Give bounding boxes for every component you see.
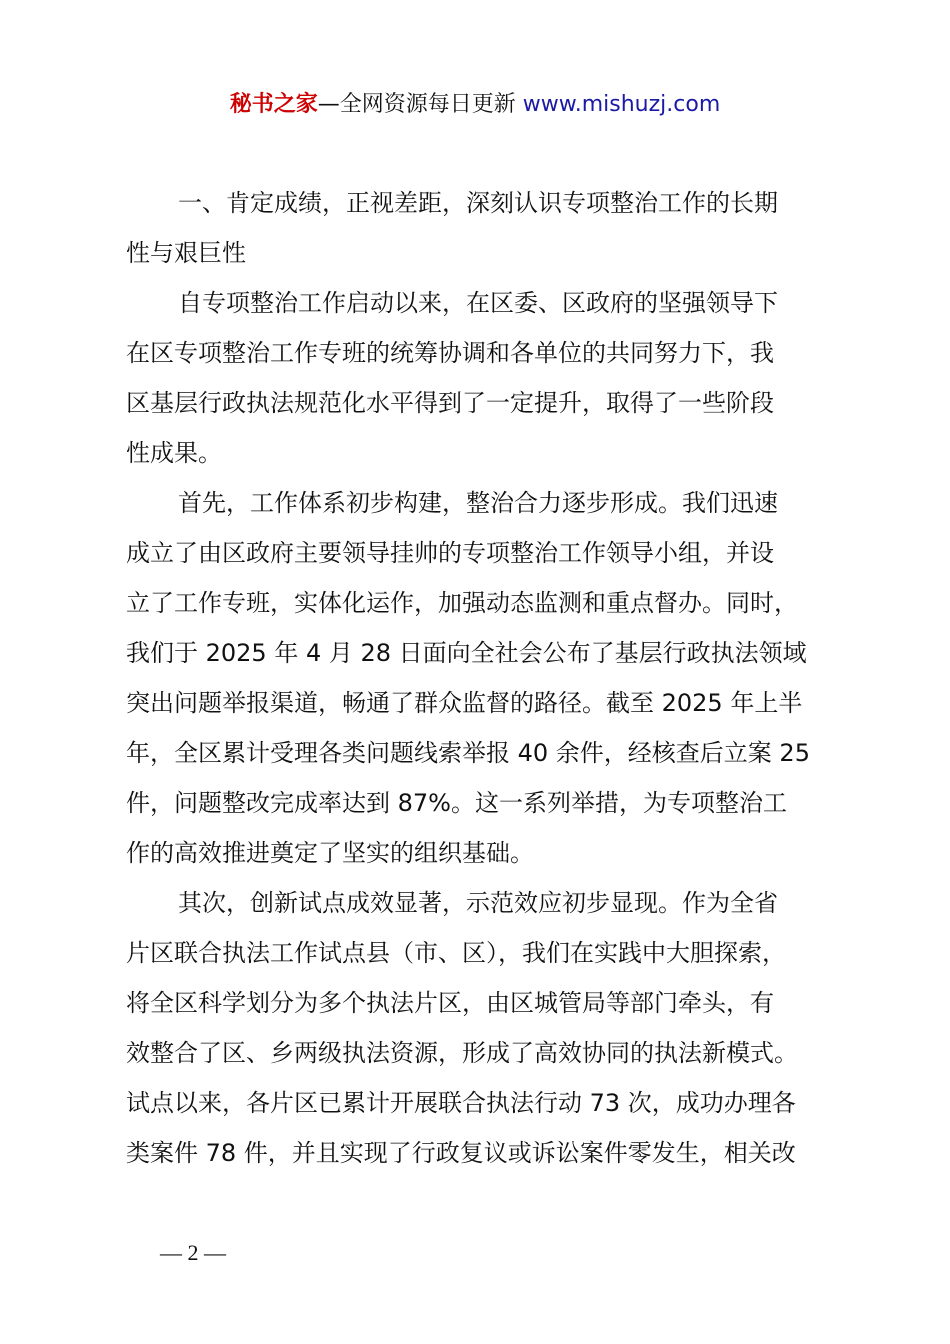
section-heading-line: 一、肯定成绩，正视差距，深刻认识专项整治工作的长期 [178, 189, 778, 217]
paragraph-line: 在区专项整治工作专班的统筹协调和各单位的共同努力下，我 [126, 339, 774, 367]
watermark-header [0, 88, 950, 122]
paragraph-line: 作的高效推进奠定了坚实的组织基础。 [126, 839, 534, 867]
paragraph-line: 试点以来，各片区已累计开展联合执法行动 73 次，成功办理各 [126, 1089, 796, 1117]
paragraph-line: 片区联合执法工作试点县（市、区），我们在实践中大胆探索， [126, 939, 786, 967]
paragraph-line: 突出问题举报渠道，畅通了群众监督的路径。截至 2025 年上半 [126, 689, 803, 717]
paragraph-line: 成立了由区政府主要领导挂帅的专项整治工作领导小组，并设 [126, 539, 774, 567]
paragraph-line: 年，全区累计受理各类问题线索举报 40 余件，经核查后立案 25 [126, 739, 810, 767]
paragraph-line: 性成果。 [126, 439, 222, 467]
page-number: — 2 — [160, 1240, 226, 1265]
paragraph-line: 其次，创新试点成效显著，示范效应初步显现。作为全省 [178, 889, 778, 917]
paragraph-line: 将全区科学划分为多个执法片区，由区城管局等部门牵头，有 [126, 989, 774, 1017]
website-link[interactable]: www.mishuzj.com [522, 92, 721, 117]
paragraph-line: 自专项整治工作启动以来，在区委、区政府的坚强领导下 [178, 289, 778, 317]
paragraph-line: 类案件 78 件，并且实现了行政复议或诉讼案件零发生，相关改 [126, 1139, 796, 1167]
paragraph-line: 区基层行政执法规范化水平得到了一定提升，取得了一些阶段 [126, 389, 774, 417]
brand-name: 秘书之家 [229, 92, 318, 117]
paragraph-line: 首先，工作体系初步构建，整治合力逐步形成。我们迅速 [178, 489, 778, 517]
section-heading-line: 性与艰巨性 [126, 239, 246, 267]
paragraph-line: 立了工作专班，实体化运作，加强动态监测和重点督办。同时， [126, 589, 798, 617]
paragraph-line: 效整合了区、乡两级执法资源，形成了高效协同的执法新模式。 [126, 1039, 798, 1067]
header-slogan: —全网资源每日更新 [317, 92, 516, 117]
paragraph-line: 我们于 2025 年 4 月 28 日面向全社会公布了基层行政执法领域 [126, 639, 807, 667]
paragraph-line: 件，问题整改完成率达到 87%。这一系列举措，为专项整治工 [126, 789, 787, 817]
document-body [126, 178, 838, 1178]
